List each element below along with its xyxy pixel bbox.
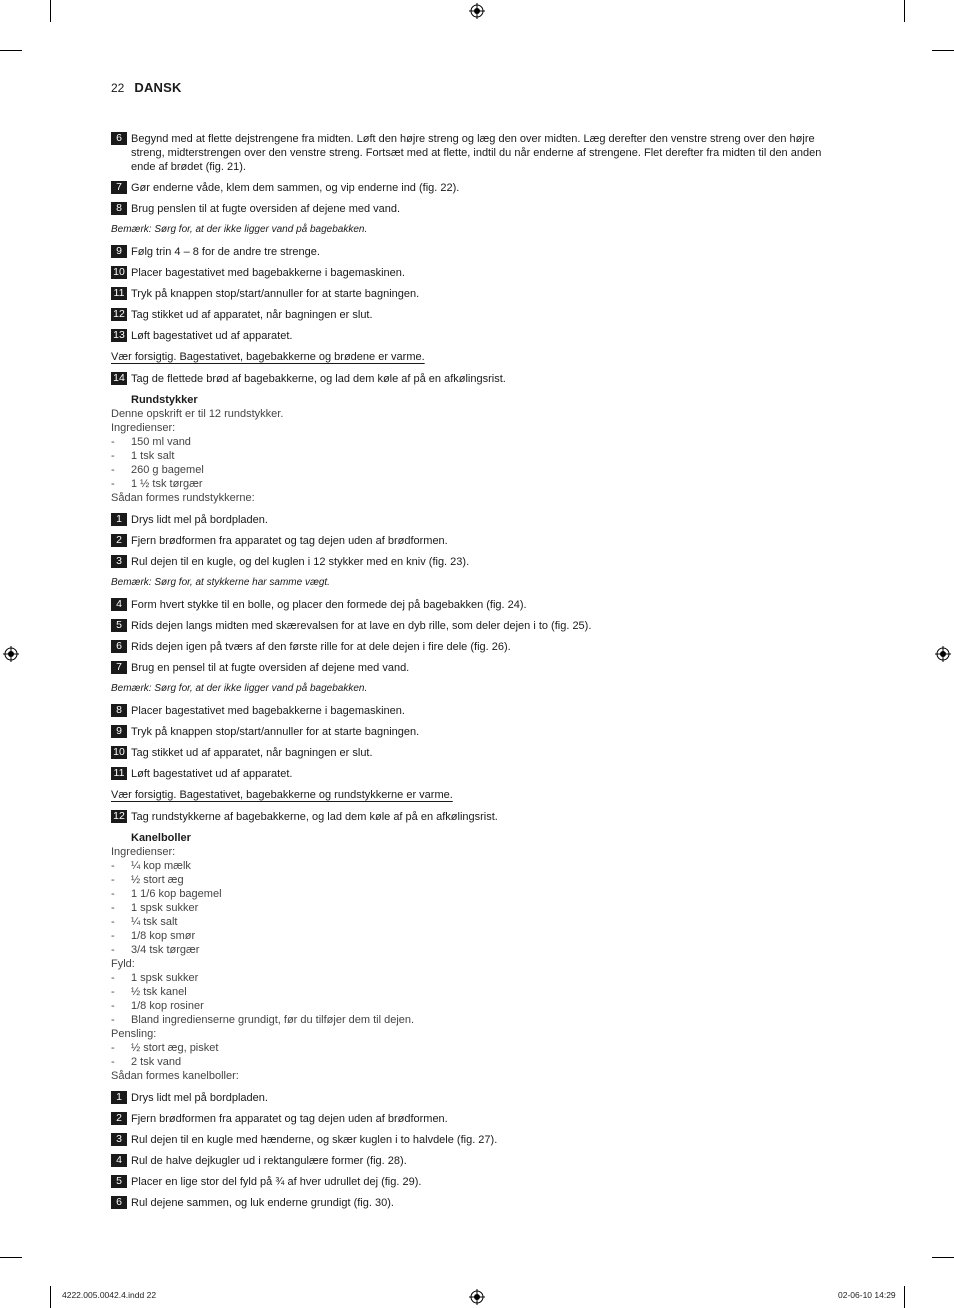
glaze-list (111, 1041, 837, 1069)
step-list (111, 598, 837, 675)
step-number: 7 (111, 181, 127, 194)
step-number: 6 (111, 640, 127, 653)
list-item: - 1 spsk sukker (111, 901, 837, 915)
step-number: 5 (111, 619, 127, 632)
step-item (111, 372, 837, 386)
step-text: Fjern brødformen fra apparatet og tag dejen uden af brødformen. (131, 1113, 448, 1125)
list-item: - 2 tsk vand (111, 1055, 837, 1069)
ingredients-label: Ingredienser: (111, 422, 176, 434)
step-item (111, 308, 837, 322)
list-item: - Bland ingredienserne grundigt, før du tilføjer dem til dejen. (111, 1013, 837, 1027)
step-text: Tag rundstykkerne af bagebakkerne, og lad dem køle af på en afkølingsrist. (131, 811, 498, 823)
filling-list (111, 971, 837, 1027)
page-content (111, 132, 837, 1217)
crop-mark (50, 1286, 51, 1308)
note: Bemærk: Sørg for, at der ikke ligger vand på bagebakken. (111, 683, 368, 694)
step-list (111, 245, 837, 343)
list-item: - 1 spsk sukker (111, 971, 837, 985)
step-number: 4 (111, 1154, 127, 1167)
step-number: 1 (111, 1091, 127, 1104)
step-text: Begynd med at flette dejstrengene fra midten. Løft den højre streng og læg den over midten. Læg derefter den venstre streng over den højre streng, midterstrengen over den venstre streng. Fortsæt med at flette, indtil du når enderne af strengene. Flet derefter fra midten til den anden ende af brødet (fig. 21). (131, 133, 822, 173)
step-item (111, 181, 837, 195)
footer-file: 4222.005.0042.4.indd 22 (62, 1290, 157, 1300)
step-number: 6 (111, 1196, 127, 1209)
step-text: Tryk på knappen stop/start/annuller for at starte bagningen. (131, 726, 420, 738)
step-text: Løft bagestativet ud af apparatet. (131, 768, 293, 780)
step-item (111, 661, 837, 675)
list-item: - ½ tsk kanel (111, 985, 837, 999)
step-item (111, 1175, 837, 1189)
crop-mark (904, 1286, 905, 1308)
step-item (111, 202, 837, 216)
shaping-label: Sådan formes rundstykkerne: (111, 492, 255, 504)
step-item (111, 555, 837, 569)
step-item (111, 1196, 837, 1210)
step-text: Fjern brødformen fra apparatet og tag dejen uden af brødformen. (131, 535, 448, 547)
step-number: 13 (111, 329, 127, 342)
list-item: - 3/4 tsk tørgær (111, 943, 837, 957)
list-item: - 1 1/6 kop bagemel (111, 887, 837, 901)
step-number: 1 (111, 513, 127, 526)
step-number: 9 (111, 725, 127, 738)
step-list (111, 1091, 837, 1210)
step-number: 10 (111, 266, 127, 279)
step-number: 2 (111, 1112, 127, 1125)
step-list (111, 810, 837, 824)
page-number: 22 (111, 81, 125, 95)
list-item: - ½ stort æg (111, 873, 837, 887)
step-number: 11 (111, 767, 127, 780)
recipe-intro: Denne opskrift er til 12 rundstykker. (111, 408, 284, 420)
registration-mark-icon (469, 1289, 485, 1305)
step-item (111, 746, 837, 760)
step-number: 5 (111, 1175, 127, 1188)
step-text: Brug penslen til at fugte oversiden af dejene med vand. (131, 203, 401, 215)
warning: Vær forsigtig. Bagestativet, bagebakkerne og rundstykkerne er varme. (111, 789, 453, 801)
step-text: Placer bagestativet med bagebakkerne i bagemaskinen. (131, 267, 405, 279)
step-number: 8 (111, 704, 127, 717)
step-item (111, 513, 837, 527)
crop-mark (904, 0, 905, 22)
step-text: Tag stikket ud af apparatet, når bagningen er slut. (131, 309, 373, 321)
step-item (111, 1154, 837, 1168)
step-number: 7 (111, 661, 127, 674)
step-text: Rul de halve dejkugler ud i rektangulære former (fig. 28). (131, 1155, 407, 1167)
step-text: Tag de flettede brød af bagebakkerne, og lad dem køle af på en afkølingsrist. (131, 373, 506, 385)
list-item: - ¼ kop mælk (111, 859, 837, 873)
list-item: - ¼ tsk salt (111, 915, 837, 929)
list-item: - 1 tsk salt (111, 449, 837, 463)
step-text: Følg trin 4 – 8 for de andre tre strenge. (131, 246, 320, 258)
step-text: Rul dejen til en kugle med hænderne, og skær kuglen i to halvdele (fig. 27). (131, 1134, 498, 1146)
step-number: 4 (111, 598, 127, 611)
step-item (111, 245, 837, 259)
glaze-label: Pensling: (111, 1028, 157, 1040)
step-text: Rids dejen igen på tværs af den første rille for at dele dejen i fire dele (fig. 26). (131, 641, 511, 653)
note: Bemærk: Sørg for, at der ikke ligger vand på bagebakken. (111, 224, 368, 235)
recipe-rundstykker (111, 393, 837, 505)
step-text: Drys lidt mel på bordpladen. (131, 514, 268, 526)
step-number: 3 (111, 555, 127, 568)
step-number: 8 (111, 202, 127, 215)
footer-date: 02-06-10 14:29 (838, 1290, 896, 1300)
step-item (111, 1133, 837, 1147)
step-number: 12 (111, 308, 127, 321)
note: Bemærk: Sørg for, at stykkerne har samme vægt. (111, 577, 330, 588)
ingredient-list (111, 859, 837, 957)
step-item (111, 619, 837, 633)
step-text: Drys lidt mel på bordpladen. (131, 1092, 268, 1104)
step-text: Rul dejen til en kugle, og del kuglen i 12 stykker med en kniv (fig. 23). (131, 556, 470, 568)
step-number: 10 (111, 746, 127, 759)
language-title: DANSK (134, 80, 182, 95)
step-item (111, 810, 837, 824)
step-item (111, 640, 837, 654)
step-item (111, 1112, 837, 1126)
registration-mark-icon (935, 646, 951, 662)
crop-mark (0, 50, 22, 51)
step-item (111, 725, 837, 739)
step-text: Løft bagestativet ud af apparatet. (131, 330, 293, 342)
step-item (111, 329, 837, 343)
step-item (111, 132, 837, 174)
step-list (111, 704, 837, 781)
shaping-label: Sådan formes kanelboller: (111, 1070, 239, 1082)
step-number: 9 (111, 245, 127, 258)
step-number: 6 (111, 132, 127, 145)
step-list (111, 132, 837, 216)
step-number: 14 (111, 372, 127, 385)
step-text: Placer bagestativet med bagebakkerne i bagemaskinen. (131, 705, 405, 717)
list-item: - 1 ½ tsk tørgær (111, 477, 837, 491)
registration-mark-icon (469, 3, 485, 19)
recipe-title: Rundstykker (131, 394, 198, 406)
step-text: Tryk på knappen stop/start/annuller for at starte bagningen. (131, 288, 420, 300)
step-list (111, 372, 837, 386)
step-number: 11 (111, 287, 127, 300)
recipe-kanelboller (111, 831, 837, 1083)
list-item: - ½ stort æg, pisket (111, 1041, 837, 1055)
list-item: - 1/8 kop smør (111, 929, 837, 943)
crop-mark (932, 1257, 954, 1258)
step-number: 12 (111, 810, 127, 823)
step-item (111, 767, 837, 781)
warning: Vær forsigtig. Bagestativet, bagebakkerne og brødene er varme. (111, 351, 425, 363)
ingredients-label: Ingredienser: (111, 846, 176, 858)
step-text: Gør enderne våde, klem dem sammen, og vip enderne ind (fig. 22). (131, 182, 460, 194)
filling-label: Fyld: (111, 958, 135, 970)
step-text: Rul dejene sammen, og luk enderne grundigt (fig. 30). (131, 1197, 394, 1209)
step-number: 3 (111, 1133, 127, 1146)
step-text: Tag stikket ud af apparatet, når bagningen er slut. (131, 747, 373, 759)
step-item (111, 534, 837, 548)
step-item (111, 704, 837, 718)
step-text: Rids dejen langs midten med skærevalsen for at lave en dyb rille, som deler dejen i to (fig. 25). (131, 620, 592, 632)
step-text: Placer en lige stor del fyld på ¾ af hver udrullet dej (fig. 29). (131, 1176, 422, 1188)
step-item (111, 287, 837, 301)
crop-mark (0, 1257, 22, 1258)
page-header (111, 80, 182, 95)
recipe-title: Kanelboller (131, 832, 191, 844)
step-item (111, 598, 837, 612)
crop-mark (50, 0, 51, 22)
step-item (111, 266, 837, 280)
step-text: Brug en pensel til at fugte oversiden af dejene med vand. (131, 662, 410, 674)
step-text: Form hvert stykke til en bolle, og placer den formede dej på bagebakken (fig. 24). (131, 599, 527, 611)
list-item: - 1/8 kop rosiner (111, 999, 837, 1013)
crop-mark (932, 50, 954, 51)
step-list (111, 513, 837, 569)
ingredient-list (111, 435, 837, 491)
step-item (111, 1091, 837, 1105)
step-number: 2 (111, 534, 127, 547)
list-item: - 150 ml vand (111, 435, 837, 449)
list-item: - 260 g bagemel (111, 463, 837, 477)
registration-mark-icon (3, 646, 19, 662)
